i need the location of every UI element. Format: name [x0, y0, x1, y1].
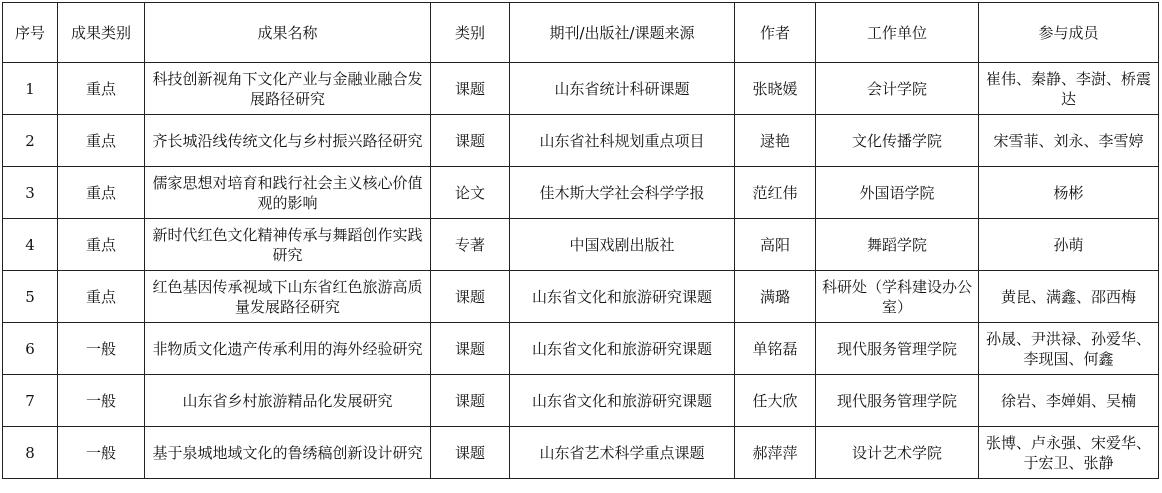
cell-category: 重点 — [58, 115, 145, 167]
cell-type: 课题 — [431, 323, 510, 375]
cell-author: 范红伟 — [735, 167, 816, 219]
cell-members: 宋雪菲、刘永、李雪婷 — [979, 115, 1159, 167]
cell-index: 7 — [3, 375, 58, 427]
cell-type: 论文 — [431, 167, 510, 219]
cell-name: 山东省乡村旅游精品化发展研究 — [145, 375, 431, 427]
cell-members: 孙晟、尹洪禄、孙爱华、李现国、何鑫 — [979, 323, 1159, 375]
header-index: 序号 — [3, 3, 58, 63]
cell-index: 5 — [3, 271, 58, 323]
header-unit: 工作单位 — [816, 3, 979, 63]
table-row — [3, 271, 1159, 323]
cell-category: 重点 — [58, 167, 145, 219]
cell-members: 杨彬 — [979, 167, 1159, 219]
cell-category: 重点 — [58, 63, 145, 115]
header-type: 类别 — [431, 3, 510, 63]
cell-members: 崔伟、秦静、李澍、桥震达 — [979, 63, 1159, 115]
cell-author: 逯艳 — [735, 115, 816, 167]
cell-members: 黄昆、满鑫、邵西梅 — [979, 271, 1159, 323]
table-row — [3, 323, 1159, 375]
cell-unit: 现代服务管理学院 — [816, 323, 979, 375]
cell-source: 山东省艺术科学重点课题 — [510, 427, 735, 479]
cell-author: 郝萍萍 — [735, 427, 816, 479]
cell-index: 1 — [3, 63, 58, 115]
cell-source: 山东省文化和旅游研究课题 — [510, 271, 735, 323]
cell-name: 新时代红色文化精神传承与舞蹈创作实践研究 — [145, 219, 431, 271]
table-row — [3, 375, 1159, 427]
cell-source: 山东省文化和旅游研究课题 — [510, 375, 735, 427]
table-row — [3, 167, 1159, 219]
results-table — [2, 2, 1159, 479]
cell-source: 中国戏剧出版社 — [510, 219, 735, 271]
cell-unit: 设计艺术学院 — [816, 427, 979, 479]
cell-unit: 舞蹈学院 — [816, 219, 979, 271]
header-name: 成果名称 — [145, 3, 431, 63]
cell-index: 2 — [3, 115, 58, 167]
header-source: 期刊/出版社/课题来源 — [510, 3, 735, 63]
cell-index: 4 — [3, 219, 58, 271]
header-members: 参与成员 — [979, 3, 1159, 63]
cell-author: 单铭磊 — [735, 323, 816, 375]
cell-source: 山东省文化和旅游研究课题 — [510, 323, 735, 375]
cell-source: 佳木斯大学社会科学学报 — [510, 167, 735, 219]
cell-source: 山东省统计科研课题 — [510, 63, 735, 115]
cell-category: 一般 — [58, 375, 145, 427]
cell-name: 非物质文化遗产传承利用的海外经验研究 — [145, 323, 431, 375]
header-author: 作者 — [735, 3, 816, 63]
cell-unit: 会计学院 — [816, 63, 979, 115]
cell-unit: 现代服务管理学院 — [816, 375, 979, 427]
cell-type: 课题 — [431, 115, 510, 167]
cell-name: 齐长城沿线传统文化与乡村振兴路径研究 — [145, 115, 431, 167]
cell-name: 儒家思想对培育和践行社会主义核心价值观的影响 — [145, 167, 431, 219]
cell-category: 一般 — [58, 427, 145, 479]
cell-type: 课题 — [431, 63, 510, 115]
cell-name: 基于泉城地域文化的鲁绣稿创新设计研究 — [145, 427, 431, 479]
cell-unit: 文化传播学院 — [816, 115, 979, 167]
cell-author: 满璐 — [735, 271, 816, 323]
cell-category: 重点 — [58, 271, 145, 323]
table-row — [3, 219, 1159, 271]
table-row — [3, 63, 1159, 115]
cell-members: 张博、卢永强、宋爱华、于宏卫、张静 — [979, 427, 1159, 479]
cell-author: 任大欣 — [735, 375, 816, 427]
cell-category: 一般 — [58, 323, 145, 375]
cell-index: 8 — [3, 427, 58, 479]
cell-category: 重点 — [58, 219, 145, 271]
table-row — [3, 115, 1159, 167]
cell-unit: 科研处（学科建设办公室） — [816, 271, 979, 323]
cell-type: 课题 — [431, 427, 510, 479]
cell-unit: 外国语学院 — [816, 167, 979, 219]
cell-type: 课题 — [431, 375, 510, 427]
cell-index: 3 — [3, 167, 58, 219]
cell-members: 孙萌 — [979, 219, 1159, 271]
cell-type: 专著 — [431, 219, 510, 271]
header-category: 成果类别 — [58, 3, 145, 63]
cell-type: 课题 — [431, 271, 510, 323]
cell-author: 张晓媛 — [735, 63, 816, 115]
cell-name: 科技创新视角下文化产业与金融业融合发展路径研究 — [145, 63, 431, 115]
cell-index: 6 — [3, 323, 58, 375]
cell-members: 徐岩、李婵娟、吴楠 — [979, 375, 1159, 427]
header-row — [3, 3, 1159, 63]
cell-author: 高阳 — [735, 219, 816, 271]
table-row — [3, 427, 1159, 479]
cell-name: 红色基因传承视域下山东省红色旅游高质量发展路径研究 — [145, 271, 431, 323]
cell-source: 山东省社科规划重点项目 — [510, 115, 735, 167]
